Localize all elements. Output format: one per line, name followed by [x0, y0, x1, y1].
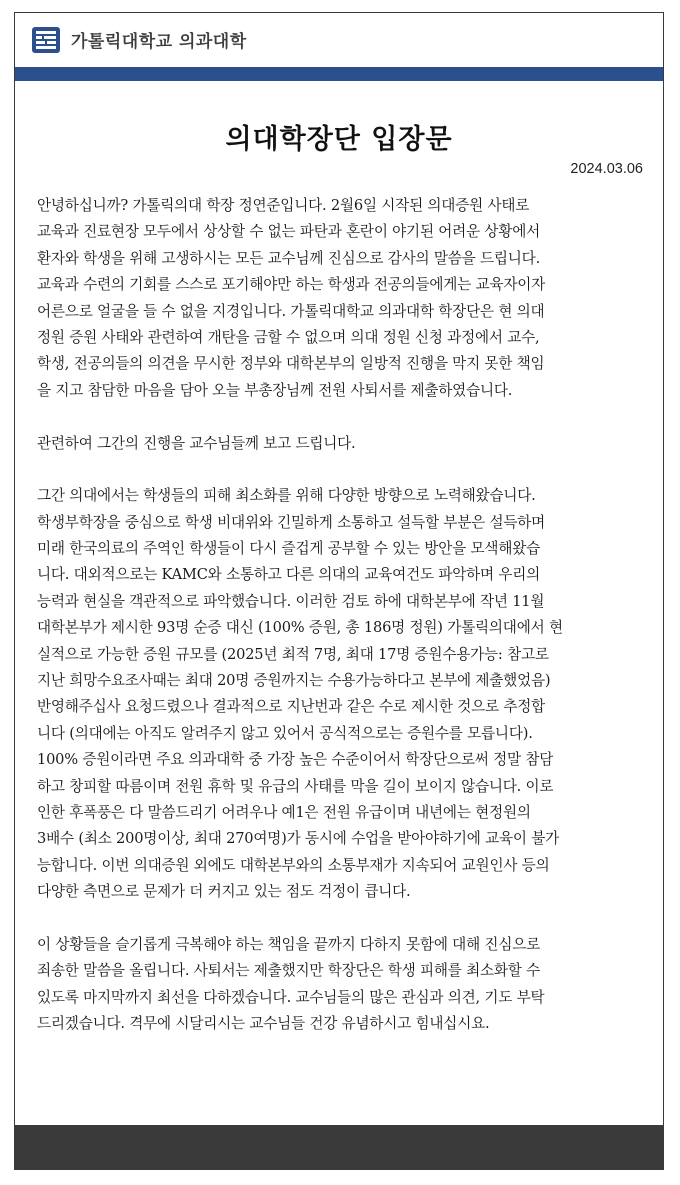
paragraph-line: 정원 증원 사태와 관련하여 개탄을 금할 수 없으며 의대 정원 신청 과정에서 교수,: [37, 328, 540, 346]
logo-text: 가톨릭대학교 의과대학: [71, 32, 247, 52]
header-bar: [15, 67, 663, 81]
paragraph-line: 그간 의대에서는 학생들의 피해 최소화를 위해 다양한 방향으로 노력해왔습니다.: [37, 487, 536, 505]
paragraph-line: 하고 창피할 따름이며 전원 휴학 및 유급의 사태를 막을 길이 보이지 않습니다. 이로: [37, 777, 554, 795]
document-body: [37, 193, 649, 1038]
paragraph-line: 학생부학장을 중심으로 학생 비대위와 긴밀하게 소통하고 설득할 부분은 설득하며: [37, 513, 546, 531]
paragraph-gap: [37, 457, 649, 483]
paragraph-line: 이 상황들을 슬기롭게 극복해야 하는 책임을 끝까지 다하지 못함에 대해 진심으로: [37, 935, 541, 953]
paragraph-line: 환자와 학생을 위해 고생하시는 모든 교수님께 진심으로 감사의 말씀을 드립니다.: [37, 249, 541, 267]
paragraph-line: 교육과 수련의 기회를 스스로 포기해야만 하는 학생과 전공의들에게는 교육자이자: [37, 276, 546, 294]
document-date: 2024.03.06: [570, 161, 643, 177]
paragraph-line: 다양한 측면으로 문제가 더 커지고 있는 점도 걱정이 큽니다.: [37, 883, 411, 901]
paragraph-line: 있도록 마지막까지 최선을 다하겠습니다. 교수님들의 많은 관심과 의견, 기도 부탁: [37, 988, 545, 1006]
paragraph-line: 니다 (의대에는 아직도 알려주지 않고 있어서 공식적으로는 증원수를 모릅니다).: [37, 724, 533, 742]
letter-frame: [14, 12, 664, 1170]
paragraph-gap: [37, 906, 649, 932]
footer-bar: [15, 1125, 663, 1169]
paragraph-line: 교육과 진료현장 모두에서 상상할 수 없는 파탄과 혼란이 야기된 어려운 상황에서: [37, 223, 541, 241]
header: [15, 13, 663, 67]
paragraph-line: 을 지고 참담한 마음을 담아 오늘 부총장님께 전원 사퇴서를 제출하였습니다.: [37, 381, 513, 399]
university-emblem-icon: [31, 26, 61, 54]
paragraph-line: 지난 희망수요조사때는 최대 20명 증원까지는 수용가능하다고 본부에 제출했었음): [37, 672, 551, 690]
paragraph-line: 죄송한 말씀을 올립니다. 사퇴서는 제출했지만 학장단은 학생 피해를 최소화할 수: [37, 962, 541, 980]
paragraph-line: 100% 증원이라면 주요 의과대학 중 가장 높은 수준이어서 학장단으로써 정말 참담: [37, 751, 554, 769]
paragraph-line: 안녕하십니까? 가톨릭의대 학장 정연준입니다. 2월6일 시작된 의대증원 사태로: [37, 197, 530, 214]
paragraph-line: 미래 한국의료의 주역인 학생들이 다시 즐겁게 공부할 수 있는 방안을 모색해왔습: [37, 540, 541, 558]
paragraph-line: 드리겠습니다. 격무에 시달리시는 교수님들 건강 유념하시고 힘내십시요.: [37, 1015, 490, 1033]
paragraph-line: 반영해주십사 요청드렸으나 결과적으로 지난번과 같은 수로 제시한 것으로 추정합: [37, 698, 546, 716]
paragraph-line: 니다. 대외적으로는 KAMC와 소통하고 다른 의대의 교육여건도 파악하며 우리의: [37, 566, 541, 584]
paragraph-line: 어른으로 얼굴을 들 수 없을 지경입니다. 가톨릭대학교 의과대학 학장단은 현 의대: [37, 302, 545, 320]
paragraph-line: 대학본부가 제시한 93명 순증 대신 (100% 증원, 총 186명 정원) 가톨릭의대에서 현: [37, 619, 563, 637]
paragraph-line: 인한 후폭풍은 다 말씀드리기 어려우나 예1은 전원 유급이며 내년에는 현정원의: [37, 803, 531, 821]
paragraph-gap: [37, 404, 649, 430]
page-title: 의대학장단 입장문: [225, 124, 453, 155]
paragraph-line: 학생, 전공의들의 의견을 무시한 정부와 대학본부의 일방적 진행을 막지 못한 책임: [37, 355, 545, 373]
paragraph-line: 능합니다. 이번 의대증원 외에도 대학본부와의 소통부재가 지속되어 교원인사 등의: [37, 856, 550, 874]
paragraph-line: 3배수 (최소 200명이상, 최대 270여명)가 동시에 수업을 받아야하기에 교육이 불가: [37, 830, 560, 848]
paragraph-line: 관련하여 그간의 진행을 교수님들께 보고 드립니다.: [37, 434, 356, 452]
paragraph-line: 능력과 현실을 객관적으로 파악했습니다. 이러한 검토 하에 대학본부에 작년 11월: [37, 592, 545, 610]
paragraph-line: 실적으로 가능한 증원 규모를 (2025년 최적 7명, 최대 17명 증원수용가능: 참고로: [37, 645, 549, 663]
